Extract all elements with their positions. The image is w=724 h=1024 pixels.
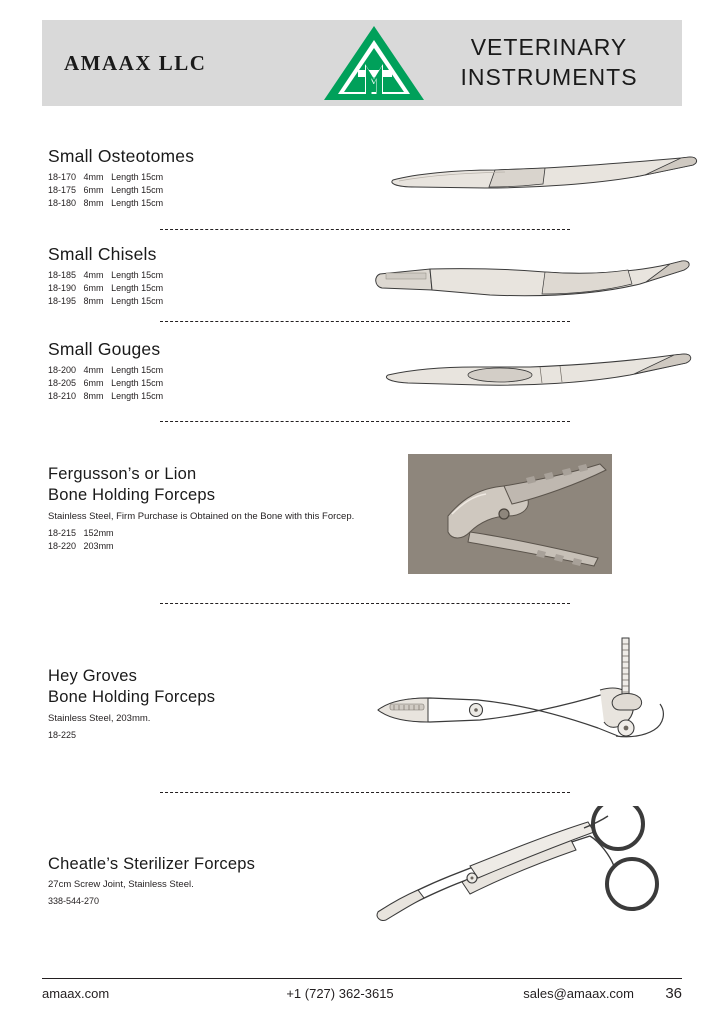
product-codes xyxy=(48,729,215,742)
footer-divider xyxy=(42,978,682,979)
product-entry-hey-groves xyxy=(48,666,215,742)
code-row: 338-544-270 xyxy=(48,896,100,907)
product-title-line2: Bone Holding Forceps xyxy=(48,688,216,707)
page-footer xyxy=(42,978,682,1002)
page-title xyxy=(434,33,682,93)
product-codes xyxy=(48,171,194,210)
footer-page-number: 36 xyxy=(665,985,682,1002)
code-row: 18-215 152mm xyxy=(48,527,114,538)
code-row: 18-220 203mm xyxy=(48,540,114,551)
product-title: Small Chisels xyxy=(48,244,157,264)
gouge-illustration xyxy=(380,351,700,402)
amaax-triangle-logo xyxy=(314,24,434,102)
section-divider xyxy=(160,421,570,422)
section-divider xyxy=(160,603,570,604)
product-entry-chisels xyxy=(48,244,163,308)
product-codes xyxy=(48,895,255,908)
page-title-line1: VETERINARY xyxy=(470,34,628,61)
footer-email[interactable]: sales@amaax.com xyxy=(523,986,634,1001)
code-row: 18-185 4mm Length 15cm xyxy=(48,269,164,280)
section-divider xyxy=(160,321,570,322)
code-row: 18-175 6mm Length 15cm xyxy=(48,184,164,195)
footer-website[interactable]: amaax.com xyxy=(42,986,110,1001)
product-title: Small Osteotomes xyxy=(48,146,195,166)
product-entry-osteotomes xyxy=(48,146,194,210)
product-codes xyxy=(48,527,354,553)
logo-svg xyxy=(322,24,426,102)
page-title-line2: INSTRUMENTS xyxy=(460,64,638,90)
product-title-line1: Cheatle’s Sterilizer Forceps xyxy=(48,855,256,873)
code-row: 18-205 6mm Length 15cm xyxy=(48,377,164,388)
code-row: 18-180 8mm Length 15cm xyxy=(48,197,164,208)
product-description: Stainless Steel, 203mm. xyxy=(48,712,151,724)
product-title-line1: Fergusson’s or Lion xyxy=(48,465,197,483)
product-codes xyxy=(48,364,163,403)
page-header xyxy=(42,20,682,106)
product-title-line1: Hey Groves xyxy=(48,667,138,685)
code-row: 18-170 4mm Length 15cm xyxy=(48,171,164,182)
code-row: 18-200 4mm Length 15cm xyxy=(48,364,164,375)
product-entry-cheatle-forceps xyxy=(48,854,255,908)
product-entry-gouges xyxy=(48,339,163,403)
code-row: 18-195 8mm Length 15cm xyxy=(48,295,164,306)
product-codes xyxy=(48,269,163,308)
brand-name: AMAAX LLC xyxy=(64,50,207,75)
osteotome-illustration xyxy=(385,154,705,205)
cheatle-sterilizer-forceps-illustration xyxy=(370,806,690,931)
product-description: 27cm Screw Joint, Stainless Steel. xyxy=(48,879,194,891)
product-title-line2: Bone Holding Forceps xyxy=(48,486,216,505)
catalog-body xyxy=(0,106,724,966)
lion-bone-holding-forceps-photo xyxy=(408,454,612,574)
code-row: 18-225 xyxy=(48,729,77,740)
chisel-illustration xyxy=(370,254,700,311)
footer-phone[interactable]: +1 (727) 362-3615 xyxy=(286,986,394,1001)
product-title: Small Gouges xyxy=(48,339,161,359)
hey-groves-forceps-illustration xyxy=(368,624,688,769)
product-entry-lion-forceps xyxy=(48,464,354,553)
code-row: 18-210 8mm Length 15cm xyxy=(48,390,164,401)
code-row: 18-190 6mm Length 15cm xyxy=(48,282,164,293)
section-divider xyxy=(160,229,570,230)
product-description: Stainless Steel, Firm Purchase is Obtained on the Bone with this Forcep. xyxy=(48,510,355,522)
section-divider xyxy=(160,792,570,793)
